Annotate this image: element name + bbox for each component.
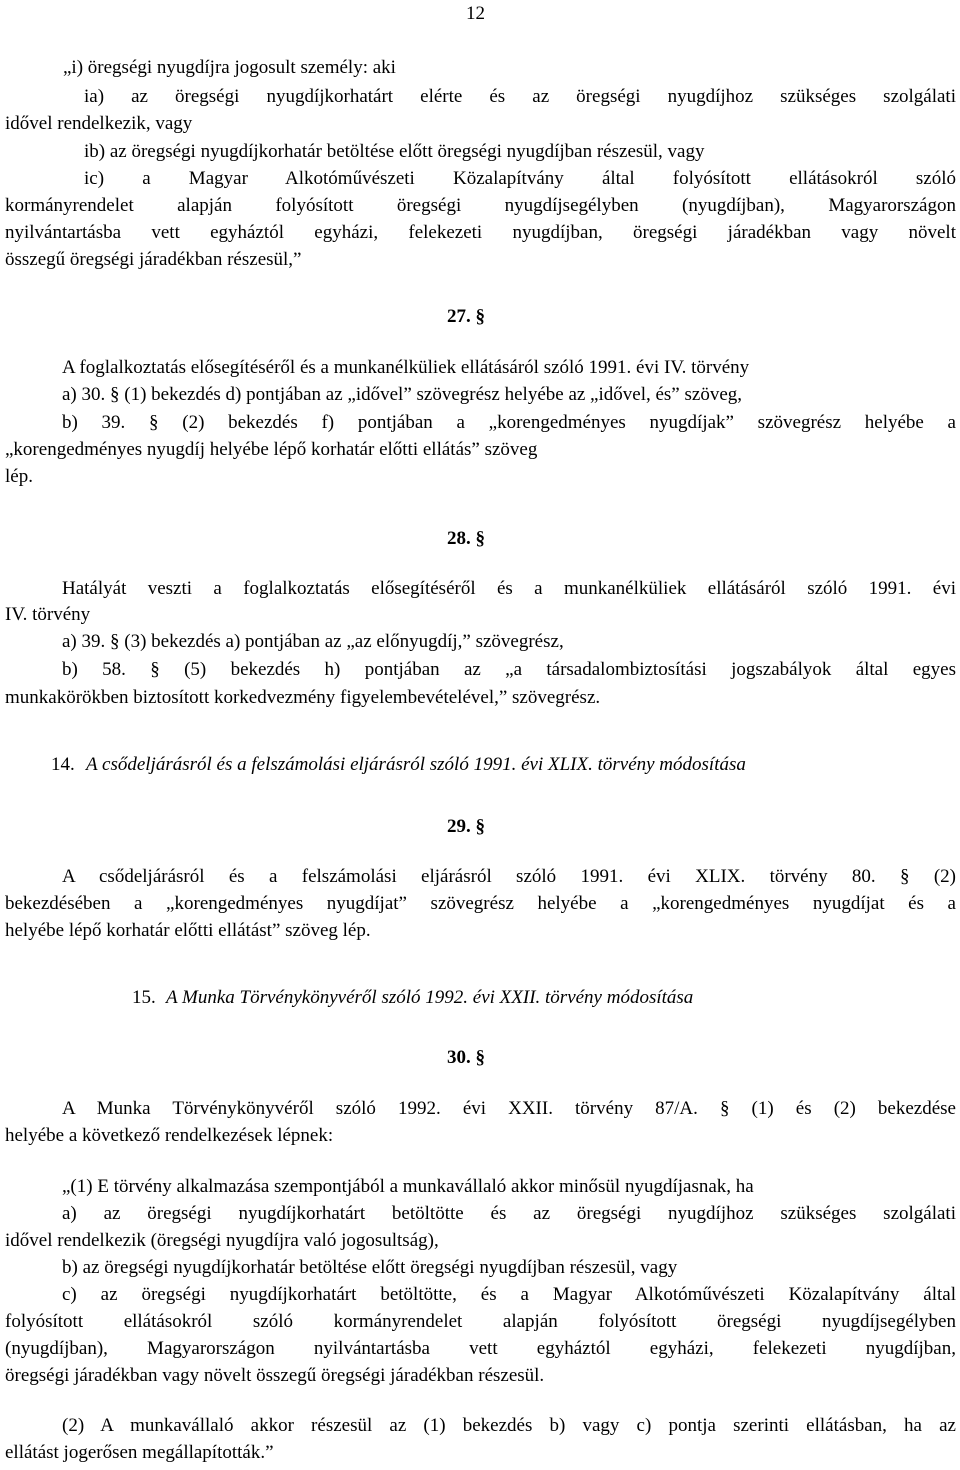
section-29-line3: helyébe lépő korhatár előtti ellátást” szöveg lép. (5, 920, 371, 941)
point-ic-line4: összegű öregségi járadékban részesül,” (5, 249, 302, 270)
quoted-point-c-line4: öregségi járadékban vagy növelt összegű öregségi járadékban részesül. (5, 1365, 545, 1386)
section-27-point-b-line2: „korengedményes nyugdíj helyébe lépő korhatár előtti ellátás” szöveg (5, 439, 538, 460)
point-ia-line1: ia) az öregségi nyugdíjkorhatárt elérte és az öregségi nyugdíjhoz szükséges szolgálati (84, 86, 956, 107)
quoted-paragraph-2-line2: ellátást jogerősen megállapították.” (5, 1442, 274, 1463)
section-28-point-b-line1: b) 58. § (5) bekezdés h) pontjában az „a társadalombiztosítási jogszabályok által egyes (62, 659, 956, 680)
section-27-closing: lép. (5, 466, 33, 487)
quoted-point-a-line2: idővel rendelkezik (öregségi nyugdíjra való jogosultság), (5, 1230, 439, 1251)
chapter-15-number: 15. (132, 987, 156, 1008)
chapter-15-title: A Munka Törvénykönyvéről szóló 1992. évi XXII. törvény módosítása (166, 987, 694, 1008)
point-ia-line2: idővel rendelkezik, vagy (5, 113, 193, 134)
quoted-point-c-line3: (nyugdíjban), Magyarországon nyilvántartásba vett egyháztól egyházi, felekezeti nyugdíjban, (5, 1338, 956, 1359)
section-28-point-b-line2: munkakörökben biztosított korkedvezmény figyelembevételével,” szövegrész. (5, 687, 601, 708)
point-ic-line2: kormányrendelet alapján folyósított öregségi nyugdíjsegélyben (nyugdíjban), Magyarországon (5, 195, 956, 216)
section-28-point-a: a) 39. § (3) bekezdés a) pontjában az „az előnyugdíj,” szövegrész, (62, 631, 564, 652)
definition-intro: „i) öregségi nyugdíjra jogosult személy: aki (63, 57, 396, 78)
quoted-point-a-line1: a) az öregségi nyugdíjkorhatárt betöltötte és az öregségi nyugdíjhoz szükséges szolgálati (62, 1203, 956, 1224)
point-ib: ib) az öregségi nyugdíjkorhatár betöltése előtt öregségi nyugdíjban részesül, vagy (84, 141, 705, 162)
section-29-heading: 29. § (447, 816, 485, 837)
chapter-14-title: A csődeljárásról és a felszámolási eljárásról szóló 1991. évi XLIX. törvény módosítása (86, 754, 746, 775)
section-28-intro-line2: IV. törvény (5, 604, 91, 625)
section-28-heading: 28. § (447, 528, 485, 549)
quoted-paragraph-2-line1: (2) A munkavállaló akkor részesül az (1) bekezdés b) vagy c) pontja szerinti ellátásban, ha az (62, 1415, 956, 1436)
point-ic-line1: ic) a Magyar Alkotóművészeti Közalapítvány által folyósított ellátásokról szóló (84, 168, 956, 189)
section-27-point-b-line1: b) 39. § (2) bekezdés f) pontjában a „korengedményes nyugdíjak” szövegrész helyébe a (62, 412, 956, 433)
point-ic-line3: nyilvántartásba vett egyháztól egyházi, felekezeti nyugdíjban, öregségi járadékban vagy növelt (5, 222, 956, 243)
chapter-14-number: 14. (51, 754, 75, 775)
page-number: 12 (466, 3, 485, 24)
section-29-line1: A csődeljárásról és a felszámolási eljárásról szóló 1991. évi XLIX. törvény 80. § (2) (62, 866, 956, 887)
section-27-point-a: a) 30. § (1) bekezdés d) pontjában az „idővel” szövegrész helyébe az „idővel, és” szöveg, (62, 384, 743, 405)
section-30-line2: helyébe a következő rendelkezések lépnek: (5, 1125, 334, 1146)
section-27-heading: 27. § (447, 306, 485, 327)
section-28-intro-line1: Hatályát veszti a foglalkoztatás elősegítéséről és a munkanélküliek ellátásáról szóló 1991. évi (62, 578, 956, 599)
section-29-line2: bekezdésében a „korengedményes nyugdíjat” szövegrész helyébe a „korengedményes nyugdíjat és a (5, 893, 956, 914)
quoted-point-c-line2: folyósított ellátásokról szóló kormányrendelet alapján folyósított öregségi nyugdíjsegélyben (5, 1311, 956, 1332)
section-30-line1: A Munka Törvénykönyvéről szóló 1992. évi XXII. törvény 87/A. § (1) és (2) bekezdése (62, 1098, 956, 1119)
quoted-point-b: b) az öregségi nyugdíjkorhatár betöltése előtt öregségi nyugdíjban részesül, vagy (62, 1257, 678, 1278)
quoted-paragraph-1-intro: „(1) E törvény alkalmazása szempontjából a munkavállaló akkor minősül nyugdíjasnak, ha (62, 1176, 754, 1197)
section-27-intro: A foglalkoztatás elősegítéséről és a munkanélküliek ellátásáról szóló 1991. évi IV. törvény (62, 357, 750, 378)
quoted-point-c-line1: c) az öregségi nyugdíjkorhatárt betöltötte, és a Magyar Alkotóművészeti Közalapítvány által (62, 1284, 956, 1305)
section-30-heading: 30. § (447, 1047, 485, 1068)
